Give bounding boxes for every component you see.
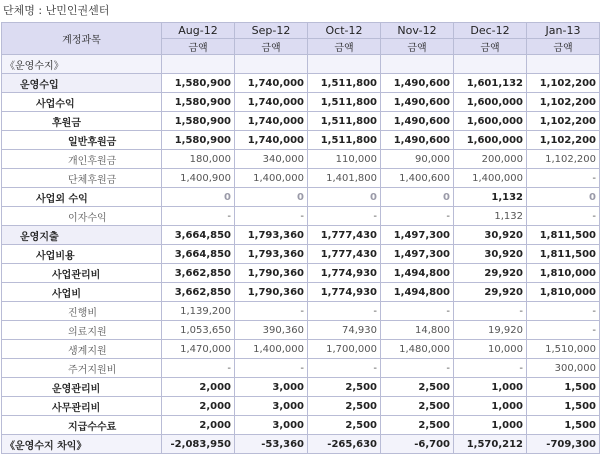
- amount-cell: 1,470,000: [162, 340, 235, 359]
- amount-cell: 1,400,000: [235, 340, 308, 359]
- amount-cell: -: [235, 359, 308, 378]
- amount-cell: 2,500: [381, 378, 454, 397]
- amount-cell: 1,811,500: [527, 226, 600, 245]
- amount-cell: 1,497,300: [381, 226, 454, 245]
- amount-cell: -2,083,950: [162, 435, 235, 454]
- amount-cell: 1,810,000: [527, 283, 600, 302]
- table-row: [2, 359, 600, 378]
- amount-cell: 1,790,360: [235, 264, 308, 283]
- amount-cell: 1,400,000: [235, 169, 308, 188]
- amount-cell: -6,700: [381, 435, 454, 454]
- amount-cell: 1,600,000: [454, 112, 527, 131]
- amount-cell: 1,102,200: [527, 150, 600, 169]
- organization-label: 단체명 : 난민인권센터: [3, 4, 110, 17]
- account-header: 계정과목: [2, 23, 162, 55]
- amount-cell: -: [235, 302, 308, 321]
- amount-cell: 1,793,360: [235, 226, 308, 245]
- amount-cell: 3,000: [235, 378, 308, 397]
- amount-cell: 390,360: [235, 321, 308, 340]
- amount-cell: 1,600,000: [454, 93, 527, 112]
- amount-header: 금액: [308, 39, 381, 55]
- table-row: [2, 112, 600, 131]
- amount-cell: 30,920: [454, 226, 527, 245]
- row-label: 생계지원: [2, 340, 162, 359]
- amount-cell: 0: [162, 188, 235, 207]
- row-label: 후원금: [2, 112, 162, 131]
- table-row: [2, 226, 600, 245]
- amount-cell: [235, 55, 308, 74]
- amount-cell: 1,580,900: [162, 93, 235, 112]
- amount-cell: 1,580,900: [162, 112, 235, 131]
- amount-cell: [308, 55, 381, 74]
- table-row: [2, 188, 600, 207]
- amount-cell: 2,500: [381, 416, 454, 435]
- amount-cell: 1,700,000: [308, 340, 381, 359]
- row-label: 사업비용: [2, 245, 162, 264]
- amount-cell: 1,570,212: [454, 435, 527, 454]
- row-label: 운영관리비: [2, 378, 162, 397]
- amount-header: 금액: [235, 39, 308, 55]
- amount-cell: 1,777,430: [308, 245, 381, 264]
- amount-cell: 200,000: [454, 150, 527, 169]
- amount-cell: 1,580,900: [162, 131, 235, 150]
- amount-cell: 1,777,430: [308, 226, 381, 245]
- row-label: 의료지원: [2, 321, 162, 340]
- row-label: 주거지원비: [2, 359, 162, 378]
- table-row: [2, 131, 600, 150]
- amount-cell: 1,774,930: [308, 283, 381, 302]
- amount-cell: 1,510,000: [527, 340, 600, 359]
- amount-cell: 0: [308, 188, 381, 207]
- amount-cell: 29,920: [454, 264, 527, 283]
- month-header: Sep-12: [235, 23, 308, 39]
- amount-cell: [162, 55, 235, 74]
- amount-cell: 1,102,200: [527, 131, 600, 150]
- table-row: [2, 150, 600, 169]
- amount-cell: 1,139,200: [162, 302, 235, 321]
- header-row-dates: [2, 23, 600, 39]
- amount-cell: 1,132: [454, 207, 527, 226]
- amount-cell: 1,132: [454, 188, 527, 207]
- row-label: 진행비: [2, 302, 162, 321]
- amount-header: 금액: [527, 39, 600, 55]
- amount-cell: 1,740,000: [235, 112, 308, 131]
- amount-cell: -: [527, 207, 600, 226]
- month-header: Aug-12: [162, 23, 235, 39]
- amount-cell: 1,000: [454, 378, 527, 397]
- amount-cell: -: [454, 359, 527, 378]
- table-row: [2, 397, 600, 416]
- amount-cell: 14,800: [381, 321, 454, 340]
- amount-cell: 2,500: [308, 416, 381, 435]
- amount-cell: -265,630: [308, 435, 381, 454]
- amount-cell: [454, 55, 527, 74]
- amount-cell: 300,000: [527, 359, 600, 378]
- row-label: 《운영수지》: [2, 55, 162, 74]
- amount-cell: 0: [527, 188, 600, 207]
- amount-cell: 0: [235, 188, 308, 207]
- amount-cell: 2,000: [162, 397, 235, 416]
- amount-cell: 2,000: [162, 378, 235, 397]
- table-row: [2, 302, 600, 321]
- amount-cell: 1,400,600: [381, 169, 454, 188]
- row-label: 사업수익: [2, 93, 162, 112]
- row-label: 이자수익: [2, 207, 162, 226]
- amount-cell: 1,600,000: [454, 131, 527, 150]
- row-label: 운영지출: [2, 226, 162, 245]
- amount-cell: -: [381, 207, 454, 226]
- table-row: [2, 340, 600, 359]
- amount-cell: 1,490,600: [381, 112, 454, 131]
- amount-cell: -: [308, 302, 381, 321]
- row-label: 지급수수료: [2, 416, 162, 435]
- amount-cell: 2,000: [162, 416, 235, 435]
- table-row: [2, 245, 600, 264]
- amount-header: 금액: [381, 39, 454, 55]
- amount-cell: 30,920: [454, 245, 527, 264]
- amount-cell: 1,810,000: [527, 264, 600, 283]
- amount-cell: -: [454, 302, 527, 321]
- table-row: [2, 416, 600, 435]
- amount-cell: 1,511,800: [308, 131, 381, 150]
- amount-cell: 1,511,800: [308, 112, 381, 131]
- amount-cell: -: [527, 321, 600, 340]
- amount-cell: -: [527, 169, 600, 188]
- row-label: 개인후원금: [2, 150, 162, 169]
- month-header: Jan-13: [527, 23, 600, 39]
- table-row: [2, 283, 600, 302]
- table-row: [2, 321, 600, 340]
- row-label: 사업외 수익: [2, 188, 162, 207]
- table-row: [2, 74, 600, 93]
- amount-cell: 19,920: [454, 321, 527, 340]
- amount-cell: [527, 55, 600, 74]
- amount-cell: 1,490,600: [381, 131, 454, 150]
- amount-cell: 1,790,360: [235, 283, 308, 302]
- amount-cell: 0: [381, 188, 454, 207]
- table-row: [2, 169, 600, 188]
- row-label: 사업비: [2, 283, 162, 302]
- table-row: [2, 207, 600, 226]
- month-header: Dec-12: [454, 23, 527, 39]
- amount-cell: 110,000: [308, 150, 381, 169]
- amount-cell: 3,662,850: [162, 264, 235, 283]
- amount-cell: 29,920: [454, 283, 527, 302]
- amount-cell: 1,811,500: [527, 245, 600, 264]
- amount-cell: 1,740,000: [235, 131, 308, 150]
- amount-cell: 90,000: [381, 150, 454, 169]
- amount-cell: -: [162, 359, 235, 378]
- amount-header: 금액: [454, 39, 527, 55]
- amount-cell: 1,500: [527, 397, 600, 416]
- amount-cell: 1,774,930: [308, 264, 381, 283]
- amount-cell: 1,401,800: [308, 169, 381, 188]
- table-row: [2, 264, 600, 283]
- amount-cell: 1,000: [454, 416, 527, 435]
- amount-cell: 1,480,000: [381, 340, 454, 359]
- amount-cell: 1,580,900: [162, 74, 235, 93]
- month-header: Oct-12: [308, 23, 381, 39]
- amount-cell: -: [381, 302, 454, 321]
- amount-cell: 1,740,000: [235, 74, 308, 93]
- amount-cell: 1,740,000: [235, 93, 308, 112]
- row-label: 일반후원금: [2, 131, 162, 150]
- amount-cell: 1,053,650: [162, 321, 235, 340]
- amount-cell: 1,400,900: [162, 169, 235, 188]
- amount-cell: 1,500: [527, 378, 600, 397]
- amount-cell: 1,490,600: [381, 93, 454, 112]
- row-label: 《운영수지 차익》: [2, 435, 162, 454]
- amount-cell: 1,102,200: [527, 93, 600, 112]
- amount-cell: 74,930: [308, 321, 381, 340]
- amount-cell: 1,494,800: [381, 283, 454, 302]
- amount-cell: 1,000: [454, 397, 527, 416]
- financial-table: [1, 22, 600, 454]
- amount-cell: 1,793,360: [235, 245, 308, 264]
- amount-cell: 3,664,850: [162, 226, 235, 245]
- amount-cell: 1,400,000: [454, 169, 527, 188]
- table-row: [2, 93, 600, 112]
- amount-cell: 1,500: [527, 416, 600, 435]
- amount-cell: 1,102,200: [527, 112, 600, 131]
- row-label: 운영수입: [2, 74, 162, 93]
- amount-cell: [381, 55, 454, 74]
- amount-cell: 3,000: [235, 397, 308, 416]
- amount-cell: -: [235, 207, 308, 226]
- amount-cell: 1,511,800: [308, 93, 381, 112]
- amount-cell: 3,664,850: [162, 245, 235, 264]
- amount-cell: 10,000: [454, 340, 527, 359]
- month-header: Nov-12: [381, 23, 454, 39]
- amount-cell: 180,000: [162, 150, 235, 169]
- amount-cell: -: [381, 359, 454, 378]
- row-label: 사무관리비: [2, 397, 162, 416]
- row-label: 사업관리비: [2, 264, 162, 283]
- amount-cell: 2,500: [308, 378, 381, 397]
- amount-cell: -709,300: [527, 435, 600, 454]
- amount-cell: 1,490,600: [381, 74, 454, 93]
- amount-cell: -53,360: [235, 435, 308, 454]
- amount-cell: 3,000: [235, 416, 308, 435]
- table-row: [2, 55, 600, 74]
- amount-cell: -: [162, 207, 235, 226]
- amount-cell: -: [308, 359, 381, 378]
- amount-cell: 1,102,200: [527, 74, 600, 93]
- amount-cell: 1,601,132: [454, 74, 527, 93]
- amount-cell: 340,000: [235, 150, 308, 169]
- amount-cell: -: [308, 207, 381, 226]
- amount-cell: -: [527, 302, 600, 321]
- amount-cell: 1,494,800: [381, 264, 454, 283]
- amount-cell: 3,662,850: [162, 283, 235, 302]
- amount-header: 금액: [162, 39, 235, 55]
- table-row: [2, 378, 600, 397]
- amount-cell: 2,500: [308, 397, 381, 416]
- amount-cell: 1,497,300: [381, 245, 454, 264]
- row-label: 단체후원금: [2, 169, 162, 188]
- amount-cell: 1,511,800: [308, 74, 381, 93]
- table-row: [2, 435, 600, 454]
- amount-cell: 2,500: [381, 397, 454, 416]
